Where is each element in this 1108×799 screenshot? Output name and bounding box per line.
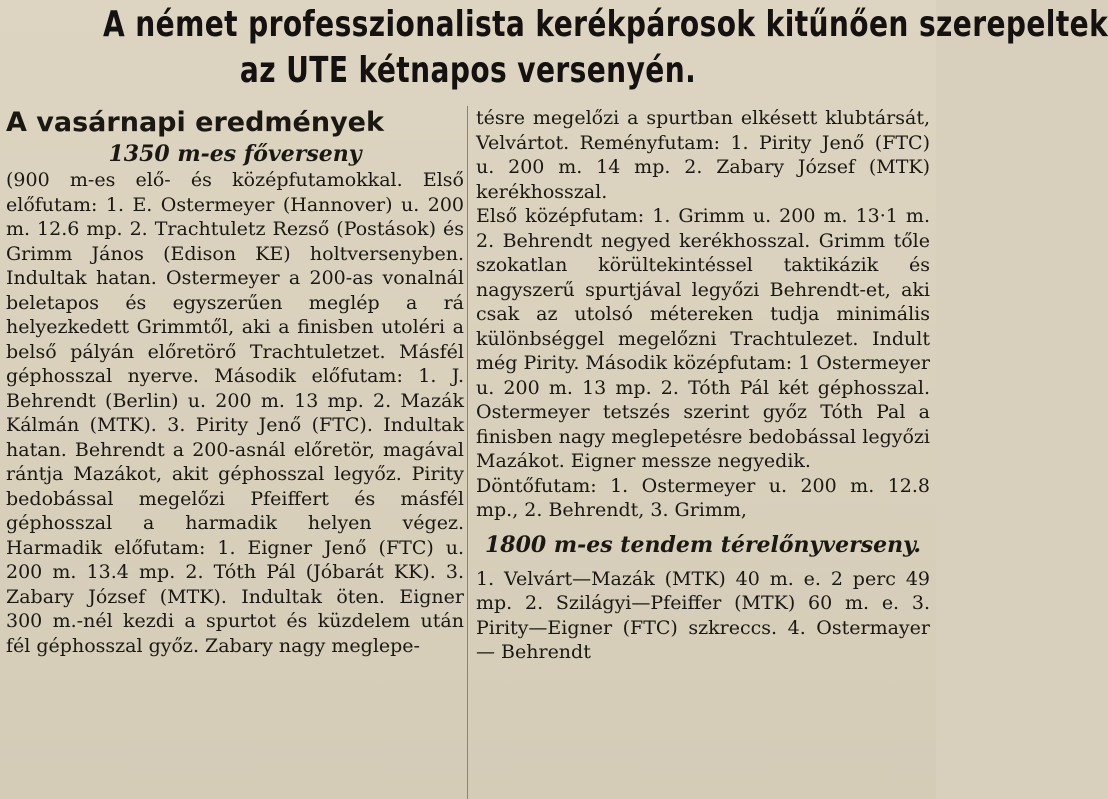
subheading-main-race: 1350 m-es főverseny <box>108 141 362 167</box>
left-column <box>6 106 464 799</box>
article-paragraph: Első középfutam: 1. Grimm u. 200 m. 13·1 m. 2. Behrendt negyed kerékhosszal. Grimm tőle szokatlan körültekintéssel taktikázik és nagyszerű spurtjával legyőzi Behrendt-et, aki csak az utolsó métereken tudja minimális különbséggel megelőzni Trachtulezet. Indult még Pirity. Második középfutam: 1 Ostermeyer u. 200 m. 13 mp. 2. Tóth Pál két géphosszal. Ostermeyer tetszés szerint győz Tóth Pal a finisben nagy meglepetésre bedobással legyőzi Mazákot. Eigner messze negyedik. <box>476 205 930 472</box>
section-title: A vasárnapi eredmények <box>6 107 384 138</box>
headline-line-1: A német professzionalista kerékpárosok kitűnően szerepeltek <box>102 4 1108 45</box>
subheading-tandem: 1800 m-es tendem térelőnyverseny. <box>484 531 922 558</box>
article-paragraph: (900 m-es elő- és középfutamokkal. Első előfutam: 1. E. Ostermeyer (Hannover) u. 200 m. 12.6 mp. 2. Trachtuletz Rezső (Postások) és Grimm János (Edison KE) holtversenyben. Indultak hatan. Ostermeyer a 200-as vonalnál beletapos és egyszerűen meglép a rá helyezkedett Grimmtől, aki a finisben utoléri a belső pályán előretörő Trachtuletzet. Másfél géphosszal nyerve. Második előfutam: 1. J. Behrendt (Berlin) u. 200 m. 13 mp. 2. Mazák Kálmán (MTK). 3. Pirity Jenő (FTC). Indultak hatan. Behrendt a 200-asnál előretör, magával rántja Mazákot, akit géphosszal legyőz. Pirity bedobással megelőzi Pfeiffert és másfél géphosszal a harmadik helyen végez. Harmadik előfutam: 1. Eigner Jenő (FTC) u. 200 m. 13.4 mp. 2. Tóth Pál (Jóbarát KK). 3. Zabary József (MTK). Indultak öten. Eigner 300 m.-nél kezdi a spurtot és küzdelem után fél géphosszal győz. Zabary nagy meglepe- <box>6 169 464 657</box>
article-paragraph: 1. Velvárt—Mazák (MTK) 40 m. e. 2 perc 49 mp. 2. Szilágyi—Pfeiffer (MTK) 60 m. e. 3. Pirity—Eigner (FTC) szkreccs. 4. Ostermayer — Behrendt <box>476 567 930 663</box>
spacer <box>476 559 930 567</box>
spacer <box>476 523 930 531</box>
headline <box>0 2 1108 94</box>
headline-line-2: az UTE kétnapos versenyén. <box>239 50 697 91</box>
article-paragraph: tésre megelőzi a spurtban elkésett klubtársát, Velvártot. Reményfutam: 1. Pirity Jenő (FTC) u. 200 m. 14 mp. 2. Zabary József (MTK) kerékhosszal. <box>476 107 930 203</box>
column-divider <box>467 106 468 799</box>
article-paragraph: Döntőfutam: 1. Ostermeyer u. 200 m. 12.8 mp., 2. Behrendt, 3. Grimm, <box>476 474 930 521</box>
right-column <box>476 106 930 799</box>
